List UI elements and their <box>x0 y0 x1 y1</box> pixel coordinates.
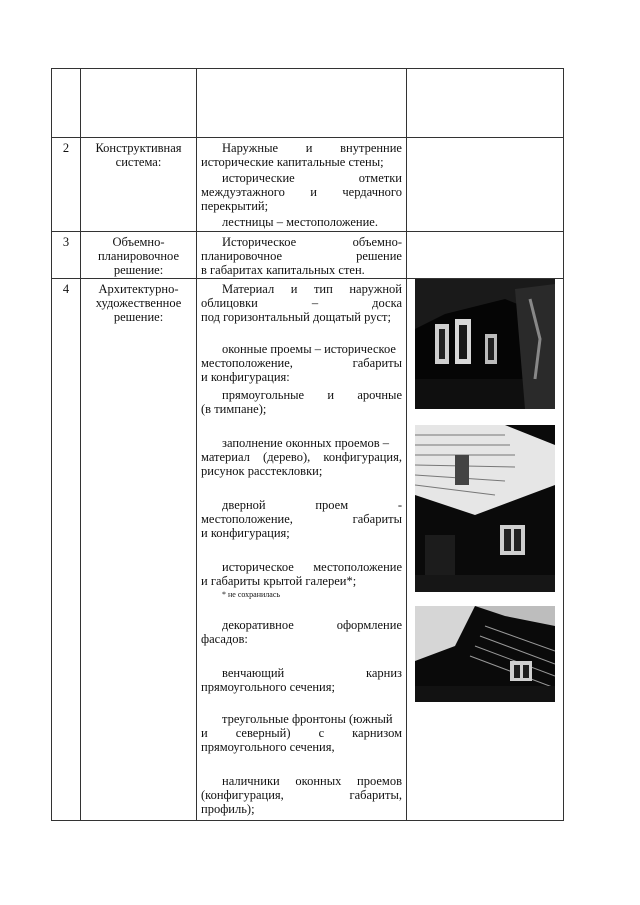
row-2-number: 2 <box>62 141 70 155</box>
table-border-right <box>563 68 564 820</box>
photo-facade-windows <box>415 279 555 409</box>
table-col-divider-3 <box>406 68 407 820</box>
table-border-top <box>51 68 564 69</box>
row-divider-2 <box>51 231 564 232</box>
table-border-left <box>51 68 52 820</box>
document-page: 2 Конструктивная система: Наружные и внутренние исторические капитальные стены; исторические отметки междуэтажного и чердачного перекрытий; лестницы – местоположение. 3 Объемно- планировочное решение: Историческое объемно- планировочное решение в габаритах капитальных стен. 4 Архитектурно- художественное решение: Материал и тип наружной облицовки – доска под горизонтальный дощатый руст; оконные проемы – историческое местоположение, габариты и конфигурация: прямоугольные и арочные (в тимпане); заполнение оконных проемов – материал (дерево), конфигурация, рисунок расстекловки; дверной проем - местоположение, габариты и конфигурация; историческое местоположение и габариты крытой галереи*; * не сохранилась декоративное оформление фасадов: венчающий карниз прямоугольного сечения; треугольные фронтоны (южный и северный) с карнизом прямоугольного сечения, наличники оконных проемов (конфигурация, габариты, профиль); <box>0 0 640 905</box>
table-col-divider-2 <box>196 68 197 820</box>
photo-building-detail <box>415 606 555 702</box>
table-border-bottom <box>51 820 564 821</box>
row-divider-1 <box>51 137 564 138</box>
row-4-name: Архитектурно- художественное решение: <box>95 282 182 324</box>
row-3-name: Объемно- планировочное решение: <box>97 235 180 277</box>
row-4-number: 4 <box>62 282 70 296</box>
photo-facade-windows-image <box>415 279 555 409</box>
row-3-number: 3 <box>62 235 70 249</box>
row-2-name: Конструктивная система: <box>95 141 182 169</box>
photo-building-corner <box>415 425 555 592</box>
photo-building-detail-image <box>415 606 555 702</box>
photo-building-corner-image <box>415 425 555 592</box>
table-col-divider-1 <box>80 68 81 820</box>
